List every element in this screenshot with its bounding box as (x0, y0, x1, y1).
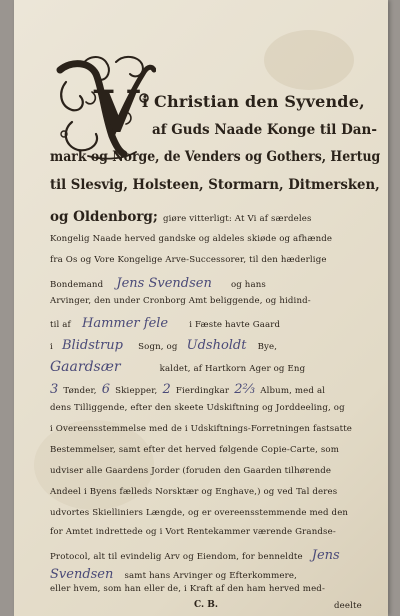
svg-text:V: V (94, 78, 140, 146)
document-page (14, 0, 388, 616)
handwritten-farm-name: Gaardsær (50, 359, 121, 375)
line-19: udvortes Skielliniers Længde, og er overeensstemmende med den (50, 508, 349, 518)
line-7: fra Os og Vore Kongelige Arve-Successorer, til den hæderlige (50, 255, 327, 265)
catchword: deelte (334, 601, 362, 611)
handwritten-name: Hammer fele (81, 316, 169, 331)
ornate-initial-v (52, 52, 156, 162)
handwritten-parish: Blidstrup (62, 338, 123, 353)
heading-line-2: af Guds Naade Konge til Dan- (152, 122, 377, 138)
line-22: Svendsen samt hans Arvinger og Efterkommere, (50, 567, 297, 582)
handwritten-name: Jens (311, 548, 340, 563)
line-12: Gaardsær kaldet, af Hartkorn Ager og Eng (50, 359, 306, 375)
line-16: Bestemmelser, samt efter det herved følgende Copie-Carte, som (50, 445, 340, 455)
line-18: Andeel i Byens fælleds Norsktær og Enghave,) og ved Tal deres (50, 487, 338, 497)
heading-line-1: i Christian den Syvende, (142, 92, 365, 111)
line-11: i Blidstrup Sogn, og Udsholdt Bye, (50, 338, 278, 353)
line-10: til af Hammer fele i Fæste havte Gaard (50, 316, 281, 331)
line-8: Bondemand Jens Svendsen og hans (50, 276, 266, 291)
line-15: i Overeensstemmelse med de i Udskiftnings-Forretningen fastsatte (50, 424, 353, 434)
line-23: eller hvem, som han eller de, i Kraft af den ham herved med- (50, 584, 326, 594)
line-14: dens Tilliggende, efter den skeete Udskiftning og Jorddeeling, og (50, 403, 345, 413)
handwritten-village: Udsholdt (186, 338, 247, 353)
handwritten-name: Jens Svendsen (116, 276, 212, 291)
heading-line-4: til Slesvig, Holsteen, Stormarn, Ditmersken, (50, 177, 380, 193)
line-9: Arvinger, den under Cronborg Amt beliggende, og hidind- (50, 296, 311, 306)
line-13: 3 Tønder, 6 Skiepper, 2 Fierdingkar 2⅔ Album, med al (50, 382, 326, 397)
paper-stain (264, 30, 354, 90)
handwritten-name: Svendsen (50, 567, 114, 582)
line-20: for Amtet indrettede og i Vort Rentekammer værende Grandse- (50, 527, 336, 537)
signature-mark: C. B. (194, 600, 219, 610)
line-5: og Oldenborg; giøre vitterligt: At Vi af særdeles (50, 209, 312, 225)
line-21: Protocol, alt til evindelig Arv og Eiendom, for benneldte Jens (50, 548, 340, 563)
line-17: udviser alle Gaardens Jorder (foruden den Gaarden tilhørende (50, 466, 332, 476)
heading-line-3: mark og Norge, de Venders og Gothers, Hertug (50, 149, 381, 165)
line-6: Kongelig Naade herved gandske og aldeles skiøde og afhænde (50, 234, 333, 244)
